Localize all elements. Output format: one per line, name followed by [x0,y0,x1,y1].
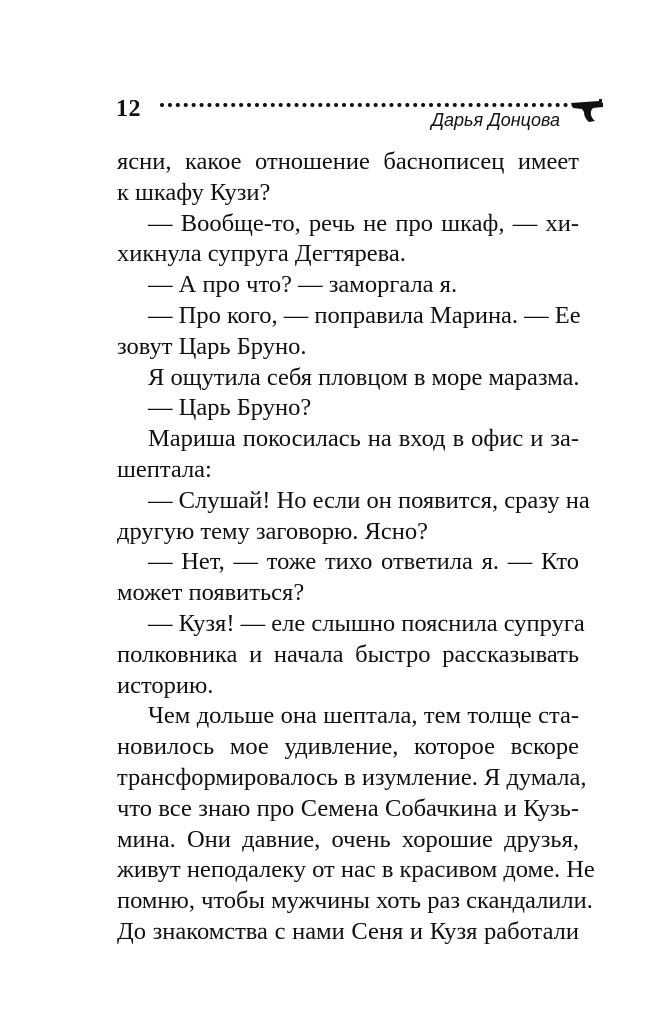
text-line: хикнула супруга Дегтярева. [117,240,406,268]
text-line: Чем дольше она шептала, тем толще ста- [148,702,579,730]
text-line: шептала: [117,455,212,483]
text-line: — Про кого, — поправила Марина. — Ее [148,301,581,329]
text-line: До знакомства с нами Сеня и Кузя работали [117,917,579,945]
revolver-icon [569,97,609,123]
text-line: — Царь Бруно? [148,394,312,422]
text-line: помню, чтобы мужчины хоть раз скандалили. [117,887,593,915]
text-line: — Слушай! Но если он появится, сразу на [148,486,590,514]
running-header-author: Дарья Донцова [431,110,560,130]
text-line: — А про что? — заморгала я. [148,271,458,299]
text-line: другую тему заговорю. Ясно? [117,517,428,545]
text-line: новилось мое удивление, которое вскоре [117,733,579,761]
body-text [117,147,595,948]
text-line: — Кузя! — еле слышно пояснила супруга [148,609,585,637]
page-number: 12 [116,96,141,122]
text-line: что все знаю про Семена Собачкина и Кузь- [117,794,579,822]
text-line: историю. [117,671,214,699]
header-dotted-rule [160,103,576,107]
text-line: живут неподалеку от нас в красивом доме. Не [117,856,595,884]
text-line: мина. Они давние, очень хорошие друзья, [117,825,579,853]
text-line: — Вообще-то, речь не про шкаф, — хи- [148,209,579,237]
text-line: Я ощутила себя пловцом в море маразма. [148,363,580,391]
text-line: — Нет, — тоже тихо ответила я. — Кто [148,548,579,576]
text-line: ясни, какое отношение баснописец имеет [117,148,579,175]
text-line: может появиться? [117,579,305,607]
text-line: трансформировалось в изумление. Я думала, [117,763,587,791]
text-line: зовут Царь Бруно. [117,332,307,360]
text-line: полковника и начала быстро рассказывать [117,640,579,668]
text-line: Мариша покосилась на вход в офис и за- [148,425,579,453]
text-line: к шкафу Кузи? [117,178,271,206]
